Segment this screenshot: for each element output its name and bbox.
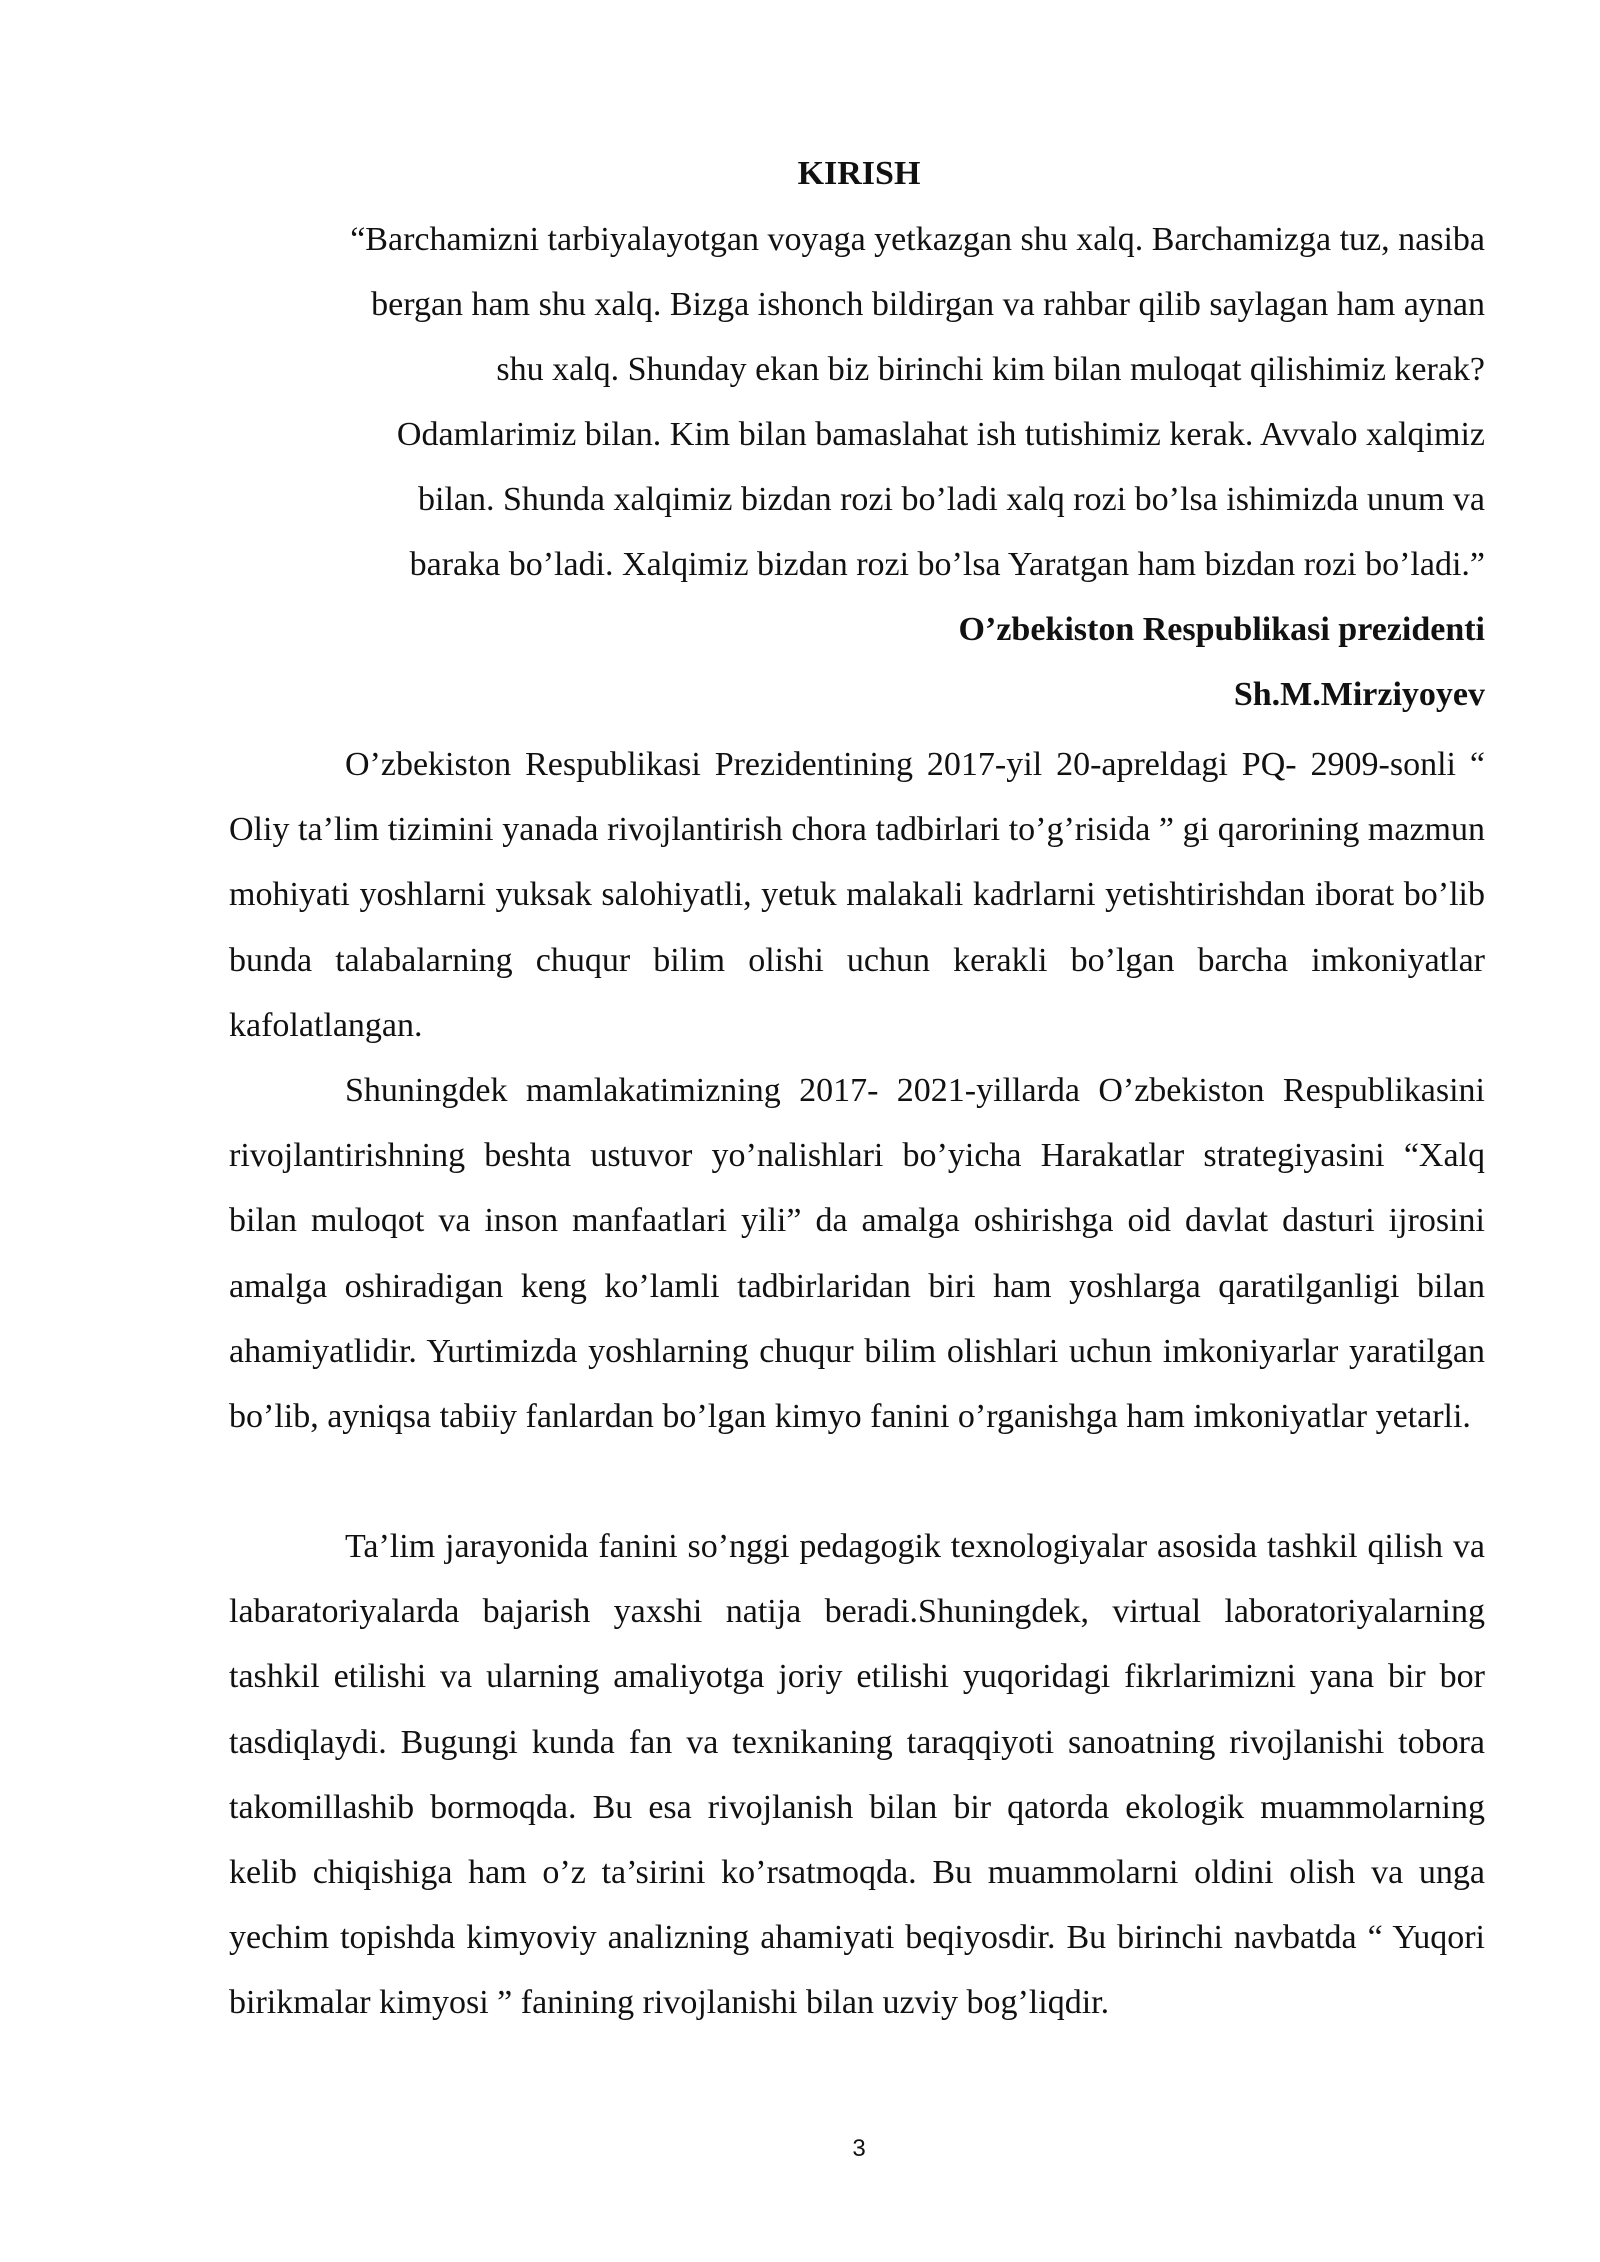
- body-paragraph: Shuningdek mamlakatimizning 2017- 2021-yillarda O’zbekiston Respublikasini rivojlantirishning beshta ustuvor yo’nalishlari bo’yicha Harakatlar strategiyasini “Xalq bilan muloqot va inson manfaatlari yili” da amalga oshirishga oid davlat dasturi ijrosini amalga oshiradigan keng ko’lamli tadbirlaridan biri ham yoshlarga qaratilganligi bilan ahamiyatlidir. Yurtimizda yoshlarning chuqur bilim olishlari uchun imkoniyarlar yaratilgan bo’lib, ayniqsa tabiiy fanlardan bo’lgan kimyo fanini o’rganishga ham imkoniyatlar yetarli.: [229, 1072, 1485, 1436]
- quote-line: baraka bo’ladi. Xalqimiz bizdan rozi bo’lsa Yaratgan ham bizdan rozi bo’ladi.”: [409, 546, 1485, 583]
- quote-line: “Barchamizni tarbiyalayotgan voyaga yetkazgan shu xalq. Barchamizga tuz, nasiba: [350, 221, 1485, 258]
- signature-title: O’zbekiston Respublikasi prezidenti: [958, 611, 1485, 648]
- quote-line: Odamlarimiz bilan. Kim bilan bamaslahat ish tutishimiz kerak. Avvalo xalqimiz: [396, 416, 1485, 453]
- body-paragraph: O’zbekiston Respublikasi Prezidentining 2017-yil 20-apreldagi PQ- 2909-sonli “ Oliy ta’lim tizimini yanada rivojlantirish chora tadbirlari to’g’risida ” gi qarorining mazmun mohiyati yoshlarni yuksak salohiyatli, yetuk malakali kadrlarni yetishtirishdan iborat bo’lib bunda talabalarning chuqur bilim olishi uchun kerakli bo’lgan barcha imkoniyatlar kafolatlangan.: [229, 746, 1485, 1044]
- quote-line: shu xalq. Shunday ekan biz birinchi kim bilan muloqat qilishimiz kerak?: [496, 351, 1485, 388]
- quote-line: bilan. Shunda xalqimiz bizdan rozi bo’ladi xalq rozi bo’lsa ishimizda unum va: [418, 481, 1485, 518]
- body-paragraph: Ta’lim jarayonida fanini so’nggi pedagogik texnologiyalar asosida tashkil qilish va labaratoriyalarda bajarish yaxshi natija beradi.Shuningdek, virtual laboratoriyalarning tashkil etilishi va ularning amaliyotga joriy etilishi yuqoridagi fikrlarimizni yana bir bor tasdiqlaydi. Bugungi kunda fan va texnikaning taraqqiyoti sanoatning rivojlanishi tobora takomillashib bormoqda. Bu esa rivojlanish bilan bir qatorda ekologik muammolarning kelib chiqishiga ham o’z ta’sirini ko’rsatmoqda. Bu muammolarni oldini olish va unga yechim topishda kimyoviy analizning ahamiyati beqiyosdir. Bu birinchi navbatda “ Yuqori birikmalar kimyosi ” fanining rivojlanishi bilan uzviy bog’liqdir.: [229, 1528, 1485, 2022]
- signature-name: Sh.M.Mirziyoyev: [1233, 676, 1485, 713]
- page-number: 3: [852, 2135, 866, 2162]
- page-title: KIRISH: [797, 155, 921, 192]
- quote-line: bergan ham shu xalq. Bizga ishonch bildirgan va rahbar qilib saylagan ham aynan: [371, 286, 1485, 323]
